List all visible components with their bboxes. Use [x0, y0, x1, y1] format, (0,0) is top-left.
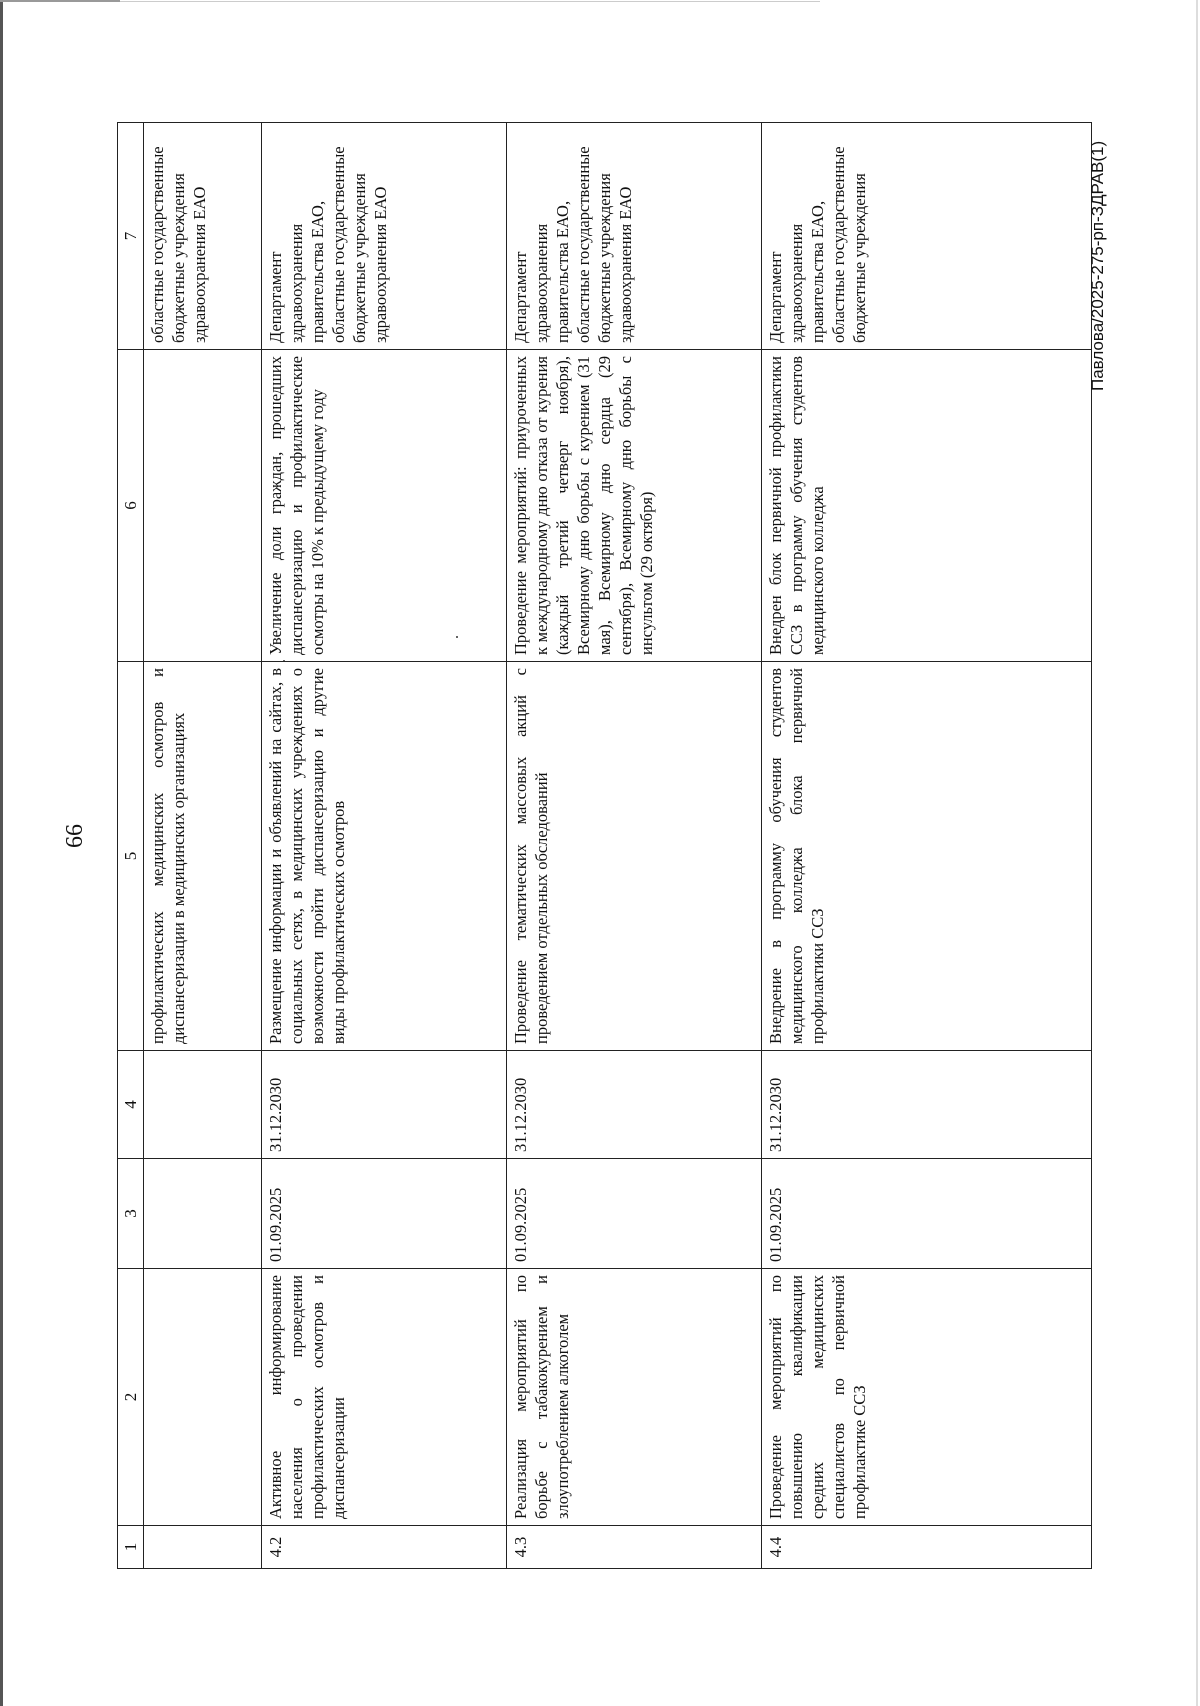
table-header-row [118, 123, 144, 1569]
document-code: Павлова/2025-275-рп-ЗДРАВ(1) [1088, 140, 1107, 391]
table-row [762, 123, 1092, 1569]
activity-plan-table [117, 122, 1092, 1569]
row-activity-name: Проведение мероприятий по повышению квалификации средних медицинских специалистов по первичной профилактике ССЗ [762, 1269, 1092, 1526]
header-cell-3: 3 [118, 1159, 144, 1269]
row-start-date: 01.09.2025 [262, 1159, 507, 1269]
row-start-date [144, 1159, 262, 1269]
row-measure: Внедрение в программу обучения студентов медицинского колледжа блока первичной профилактики ССЗ [762, 662, 1092, 1051]
row-result: Увеличение доли граждан, прошедших диспансеризацию и профилактические осмотры на 10% к предыдущему году [262, 350, 507, 662]
row-activity-name [144, 1269, 262, 1526]
row-end-date: 31.12.2030 [507, 1051, 762, 1159]
row-number: 4.2 [262, 1526, 507, 1569]
row-number [144, 1526, 262, 1569]
header-cell-4: 4 [118, 1051, 144, 1159]
row-result [144, 350, 262, 662]
row-executors: Департамент здравоохранения правительства ЕАО, областные государственные бюджетные учреждения [762, 123, 1092, 350]
table-row [144, 123, 262, 1569]
header-cell-7: 7 [118, 123, 144, 350]
row-number: 4.3 [507, 1526, 762, 1569]
row-measure: профилактических медицинских осмотров и диспансеризации в медицинских организациях [144, 662, 262, 1051]
header-cell-6: 6 [118, 350, 144, 662]
row-executors: Департамент здравоохранения правительства ЕАО, областные государственные бюджетные учреждения здравоохранения ЕАО [262, 123, 507, 350]
row-result: Внедрен блок первичной профилактики ССЗ в программу обучения студентов медицинского колледжа [762, 350, 1092, 662]
row-measure: Проведение тематических массовых акций с проведением отдельных обследований [507, 662, 762, 1051]
row-start-date: 01.09.2025 [507, 1159, 762, 1269]
row-executors: Департамент здравоохранения правительства ЕАО, областные государственные бюджетные учреждения здравоохранения ЕАО [507, 123, 762, 350]
row-end-date: 31.12.2030 [762, 1051, 1092, 1159]
page-number: 66 [62, 824, 88, 848]
row-activity-name: Реализация мероприятий по борьбе с табакокурением и злоупотреблением алкоголем [507, 1269, 762, 1526]
row-start-date: 01.09.2025 [762, 1159, 1092, 1269]
row-end-date: 31.12.2030 [262, 1051, 507, 1159]
row-end-date [144, 1051, 262, 1159]
row-executors: областные государственные бюджетные учреждения здравоохранения ЕАО [144, 123, 262, 350]
header-cell-5: 5 [118, 662, 144, 1051]
row-result: Проведение мероприятий: приуроченных к международному дню отказа от курения (каждый третий четверг ноября), Всемирному дню борьбы с курением (31 мая), Всемирному дню сердца (29 сентября), Всемирному дню борьбы с инсультом (29 октября) [507, 350, 762, 662]
row-measure: Размещение информации и объявлений на сайтах, в социальных сетях, в медицинских учреждениях о возможности пройти диспансеризацию и другие виды профилактических осмотров [262, 662, 507, 1051]
row-number: 4.4 [762, 1526, 1092, 1569]
table-row [262, 123, 507, 1569]
header-cell-2: 2 [118, 1269, 144, 1526]
table-row [507, 123, 762, 1569]
header-cell-1: 1 [118, 1526, 144, 1569]
row-activity-name: Активное информирование населения о проведении профилактических осмотров и диспансеризации [262, 1269, 507, 1526]
